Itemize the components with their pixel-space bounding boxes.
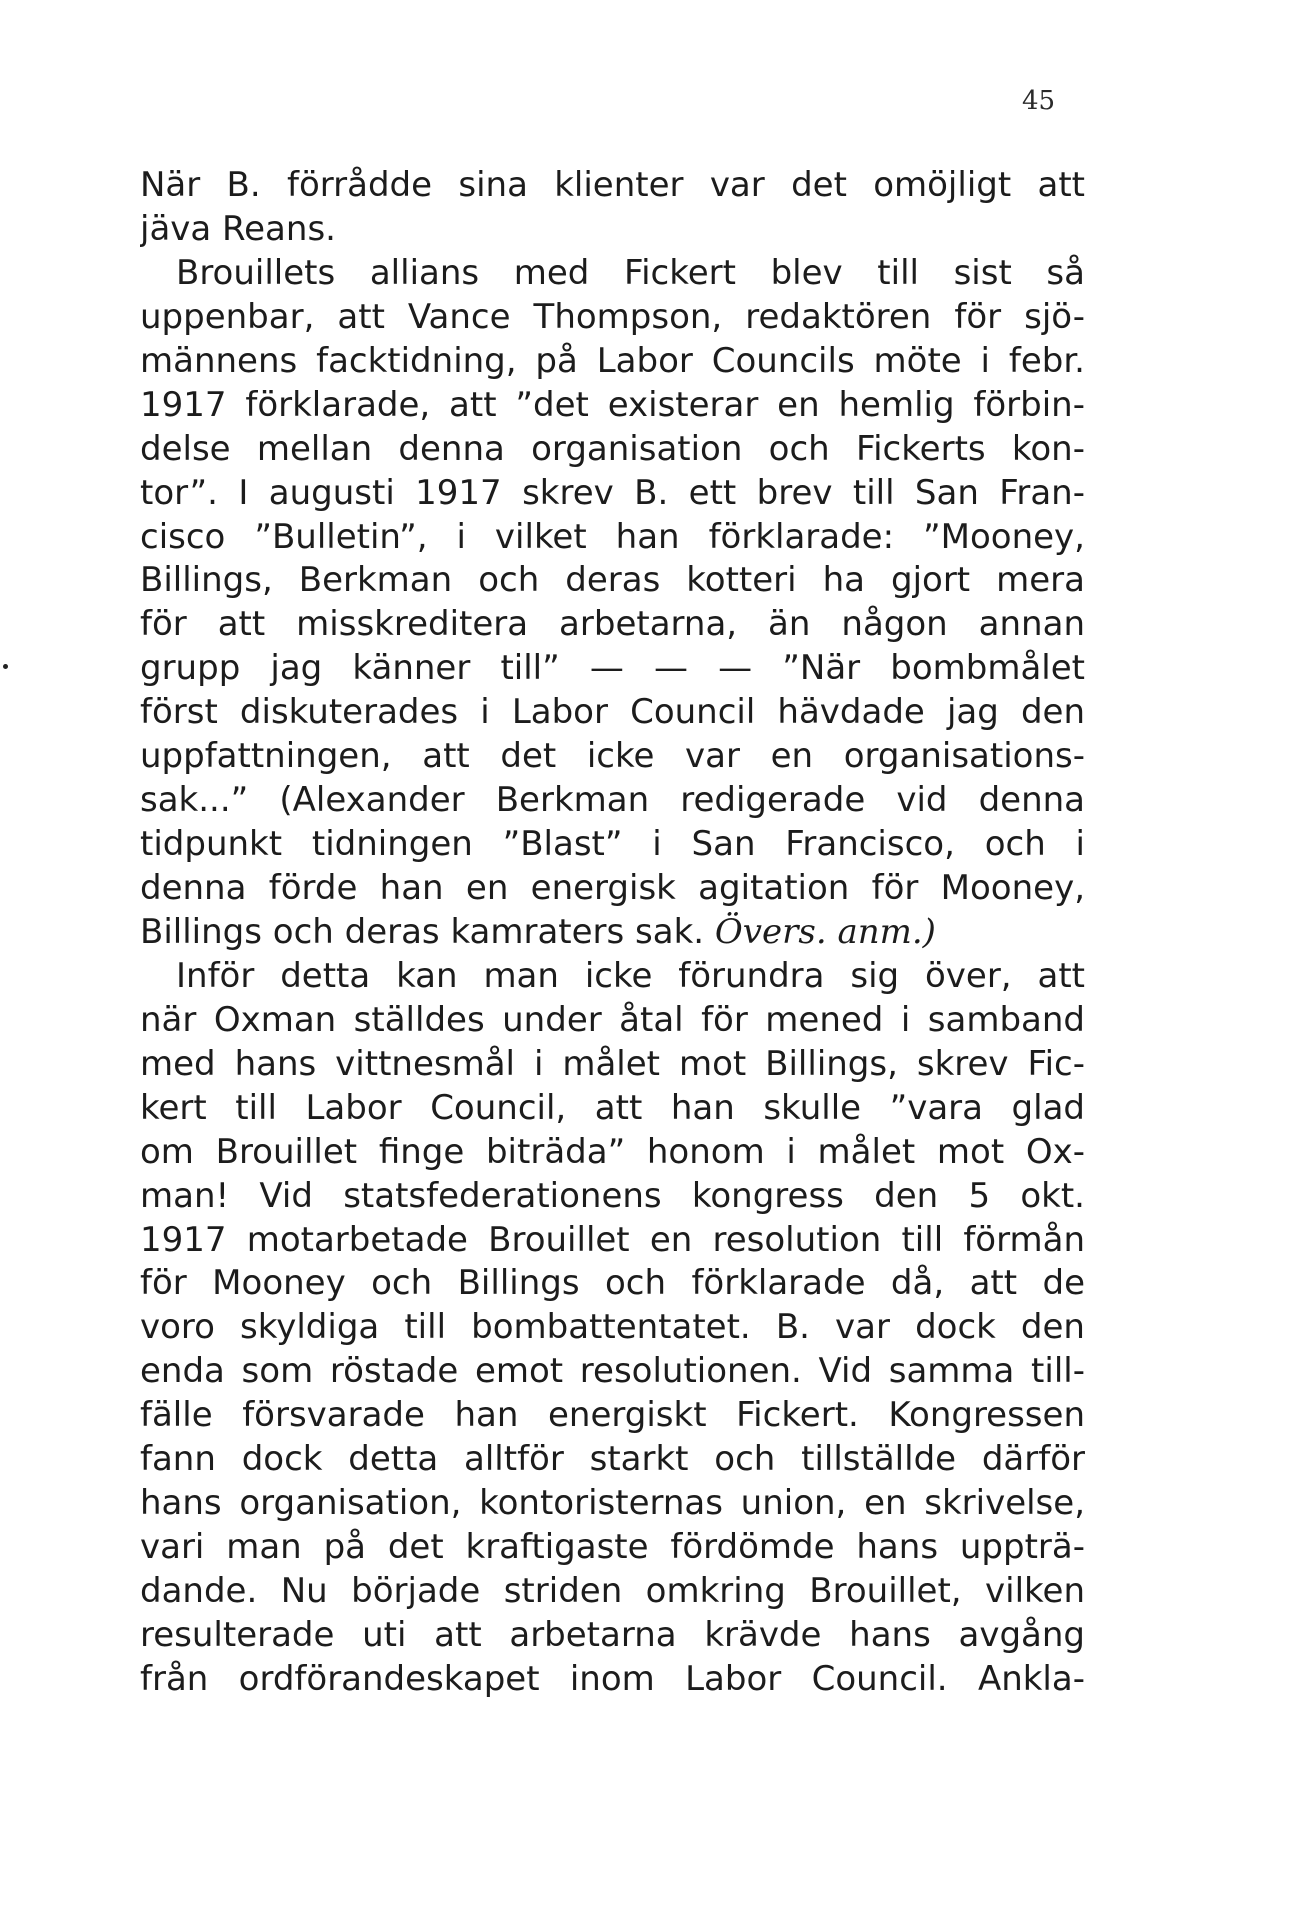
text-line — [140, 1306, 1085, 1350]
body-text — [140, 164, 1085, 1702]
text-line-content: tor”. I augusti 1917 skrev B. ett brev till San Fran- — [140, 472, 1085, 513]
page-number: 45 — [1022, 86, 1056, 116]
text-line — [140, 1087, 1085, 1131]
text-line-content: sak...” (Alexander Berkman redigerade vid denna — [140, 780, 1085, 821]
text-line — [140, 955, 1085, 999]
text-line-content: voro skyldiga till bombattentatet. B. var dock den — [140, 1307, 1085, 1348]
text-line-content: grupp jag känner till” — — — ”När bombmålet — [140, 648, 1085, 689]
margin-dot — [3, 664, 8, 669]
text-line — [140, 1570, 1085, 1614]
text-line-content: vari man på det kraftigaste fördömde hans uppträ- — [140, 1527, 1085, 1568]
text-line — [140, 735, 1085, 779]
text-line-content: man! Vid statsfederationens kongress den 5 okt. — [140, 1175, 1085, 1216]
text-line-content: jäva Reans. — [140, 208, 336, 249]
text-line-content: delse mellan denna organisation och Fickerts kon- — [140, 428, 1085, 469]
text-line-content: från ordförandeskapet inom Labor Council. Ankla- — [140, 1658, 1085, 1699]
text-line — [140, 867, 1085, 911]
text-line — [140, 384, 1085, 428]
text-line — [140, 779, 1085, 823]
text-line-content: för Mooney och Billings och förklarade då, att de — [140, 1263, 1085, 1304]
text-line-content: först diskuterades i Labor Council hävdade jag den — [140, 692, 1085, 733]
text-line — [140, 1438, 1085, 1482]
text-line — [140, 1614, 1085, 1658]
text-line — [140, 1658, 1085, 1702]
text-line-content: Brouillets allians med Fickert blev till sist så — [176, 252, 1085, 293]
text-line-content: 1917 motarbetade Brouillet en resolution till förmån — [140, 1219, 1085, 1260]
text-line — [140, 1219, 1085, 1263]
text-line-content: uppenbar, att Vance Thompson, redaktören för sjö- — [140, 296, 1085, 337]
text-line-content: tidpunkt tidningen ”Blast” i San Francisco, och i — [140, 824, 1085, 865]
text-line-content: resulterade uti att arbetarna krävde hans avgång — [140, 1614, 1085, 1655]
text-line — [140, 911, 1085, 955]
text-line — [140, 647, 1085, 691]
text-line — [140, 164, 1085, 208]
text-line — [140, 823, 1085, 867]
text-line-content: när Oxman ställdes under åtal för mened i samband — [140, 999, 1085, 1040]
text-line — [140, 296, 1085, 340]
text-line — [140, 1131, 1085, 1175]
text-line-content: männens facktidning, på Labor Councils möte i febr. — [140, 340, 1085, 381]
text-line-content: cisco ”Bulletin”, i vilket han förklarade: ”Mooney, — [140, 516, 1085, 557]
text-line — [140, 516, 1085, 560]
translator-note: Övers. anm.) — [714, 911, 936, 952]
text-line-content: När B. förrådde sina klienter var det omöjligt att — [140, 165, 1085, 205]
text-line-content: 1917 förklarade, att ”det existerar en hemlig förbin- — [140, 384, 1085, 425]
text-line — [140, 1262, 1085, 1306]
text-line-content: dande. Nu började striden omkring Brouillet, vilken — [140, 1571, 1085, 1611]
text-line-content: denna förde han en energisk agitation för Mooney, — [140, 868, 1085, 908]
text-line — [140, 1175, 1085, 1219]
text-line-content: Billings, Berkman och deras kotteri ha gjort mera — [140, 560, 1085, 601]
text-line — [140, 1482, 1085, 1526]
text-line — [140, 428, 1085, 472]
text-line — [140, 340, 1085, 384]
text-line-content: om Brouillet finge biträda” honom i målet mot Ox- — [140, 1131, 1085, 1172]
text-line — [140, 208, 1085, 252]
text-line-content: fann dock detta alltför starkt och tillställde därför — [140, 1439, 1085, 1480]
text-line-content: med hans vittnesmål i målet mot Billings, skrev Fic- — [140, 1043, 1085, 1084]
text-line — [140, 1043, 1085, 1087]
text-line-content: Inför detta kan man icke förundra sig över, att — [176, 955, 1085, 996]
text-line-content: uppfattningen, att det icke var en organisations- — [140, 736, 1085, 777]
text-line — [140, 1350, 1085, 1394]
text-line — [140, 472, 1085, 516]
text-line — [140, 999, 1085, 1043]
text-line-content: hans organisation, kontoristernas union, en skrivelse, — [140, 1483, 1085, 1524]
text-line — [140, 603, 1085, 647]
text-line — [140, 1394, 1085, 1438]
text-line — [140, 1526, 1085, 1570]
text-line — [140, 252, 1085, 296]
text-line — [140, 559, 1085, 603]
text-line-content: enda som röstade emot resolutionen. Vid samma till- — [140, 1351, 1085, 1392]
text-line-content: fälle försvarade han energiskt Fickert. Kongressen — [140, 1395, 1085, 1436]
text-line — [140, 691, 1085, 735]
text-line-content: kert till Labor Council, att han skulle ”vara glad — [140, 1087, 1085, 1128]
text-line-content: för att misskreditera arbetarna, än någon annan — [140, 604, 1085, 645]
text-line-content: Billings och deras kamraters sak. — [140, 911, 705, 952]
